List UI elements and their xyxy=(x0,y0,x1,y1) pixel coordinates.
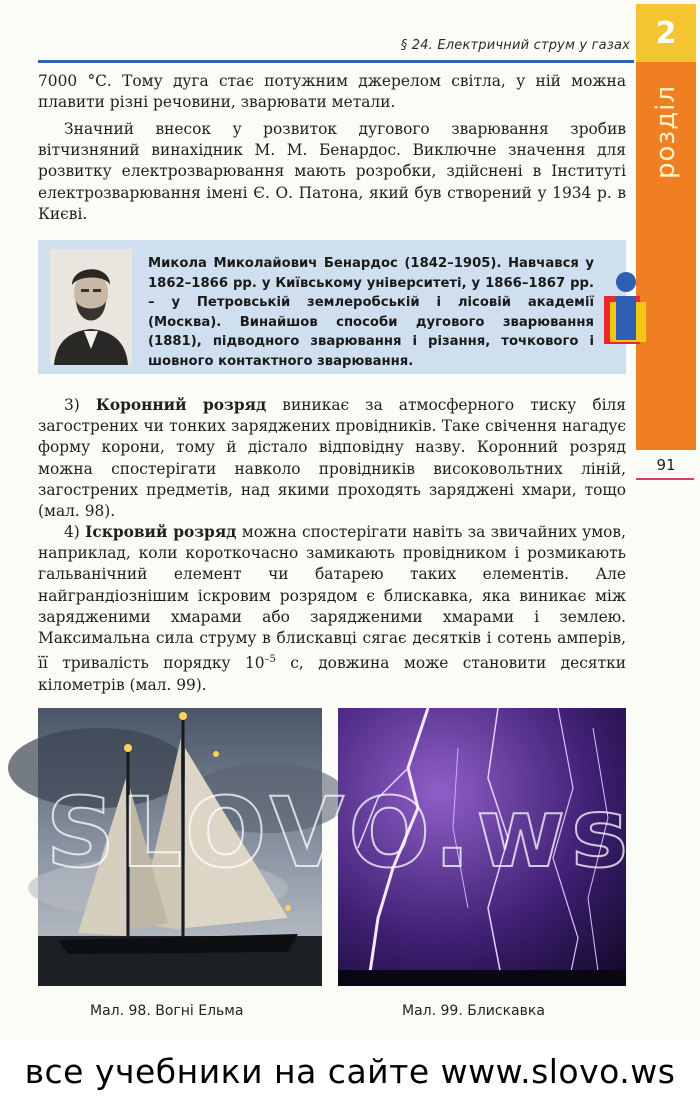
portrait-image xyxy=(50,249,132,365)
chapter-number-tab: 2 xyxy=(636,4,696,62)
biography-text: Микола Миколайович Бенардос (1842–1905). Навчався у 1862–1866 рр. у Київському університеті, у 1866–1867 рр. – у Петровській землеробській і лісовій академії (Москва). Винайшов способи дугового зварювання (1881), підводного зварювання і різання, точкового і шовного контактного зварювання. xyxy=(148,256,594,369)
figure-98-caption: Мал. 98. Вогні Ельма xyxy=(90,1003,244,1019)
watermark-text: SLOVO.ws xyxy=(45,777,635,889)
term-corona-discharge: Коронний розряд xyxy=(95,396,267,414)
site-footer-banner: все учебники на сайте www.slovo.ws xyxy=(24,1052,676,1091)
spark-description-b: с, довжина може становити десятки кілометрів (мал. 99). xyxy=(38,654,626,694)
paragraph-benardos: Значний внесок у розвиток дугового зварювання зробив вітчизняний винахідник М. М. Бенардос. Виключне значення для розвитку електрозварювання мають розробки, здійснені в Інституті електрозварювання імені Є. О. Патона, який був створений у 1934 р. в Києві. xyxy=(38,120,626,223)
figure-98-photo xyxy=(38,708,322,986)
exponent: –5 xyxy=(264,654,276,666)
corona-item-number: 3) xyxy=(64,396,96,414)
term-spark-discharge: Іскровий розряд xyxy=(85,523,237,541)
header-divider xyxy=(38,60,634,63)
chapter-label-text: розділ xyxy=(651,84,681,180)
page-number-underline xyxy=(636,478,694,480)
paragraph-spark-discharge xyxy=(38,522,626,696)
paragraph-corona-discharge xyxy=(38,395,626,522)
info-icon xyxy=(602,272,652,346)
spark-item-number: 4) xyxy=(64,523,86,541)
figure-99-photo xyxy=(338,708,626,986)
spark-description-a: можна спостерігати навіть за звичайних умов, наприклад, коли короткочасно замикають провідником і розмикають гальванічний елемент чи батарею таких елементів. Але найграндіознішим іскровим розрядом є блискавка, яка виникає між зарядженими хмарами або зарядженими хмарами і землею. Максимальна сила струму в блискавці сягає десятків і сотень амперів, її тривалість порядку 10 xyxy=(38,523,626,673)
paragraph-arc-temperature: 7000 °С. Тому дуга стає потужним джерелом світла, у ній можна плавити різні речовини, зварювати метали. xyxy=(38,72,626,112)
corona-description: виникає за атмосферного тиску біля загострених чи тонких заряджених провідників. Таке свічення нагадує форму корони, тому й дістало відповідну назву. Коронний розряд можна спостерігати навколо провідників високовольтних ліній, загострених предметів, над якими проходять заряджені хмари, тощо (мал. 98). xyxy=(38,396,626,521)
page-number: 91 xyxy=(656,456,676,474)
section-header: § 24. Електричний струм у газах xyxy=(400,38,630,53)
chapter-label xyxy=(636,62,696,202)
figure-99-caption: Мал. 99. Блискавка xyxy=(402,1003,545,1019)
benardos-portrait xyxy=(50,249,132,365)
